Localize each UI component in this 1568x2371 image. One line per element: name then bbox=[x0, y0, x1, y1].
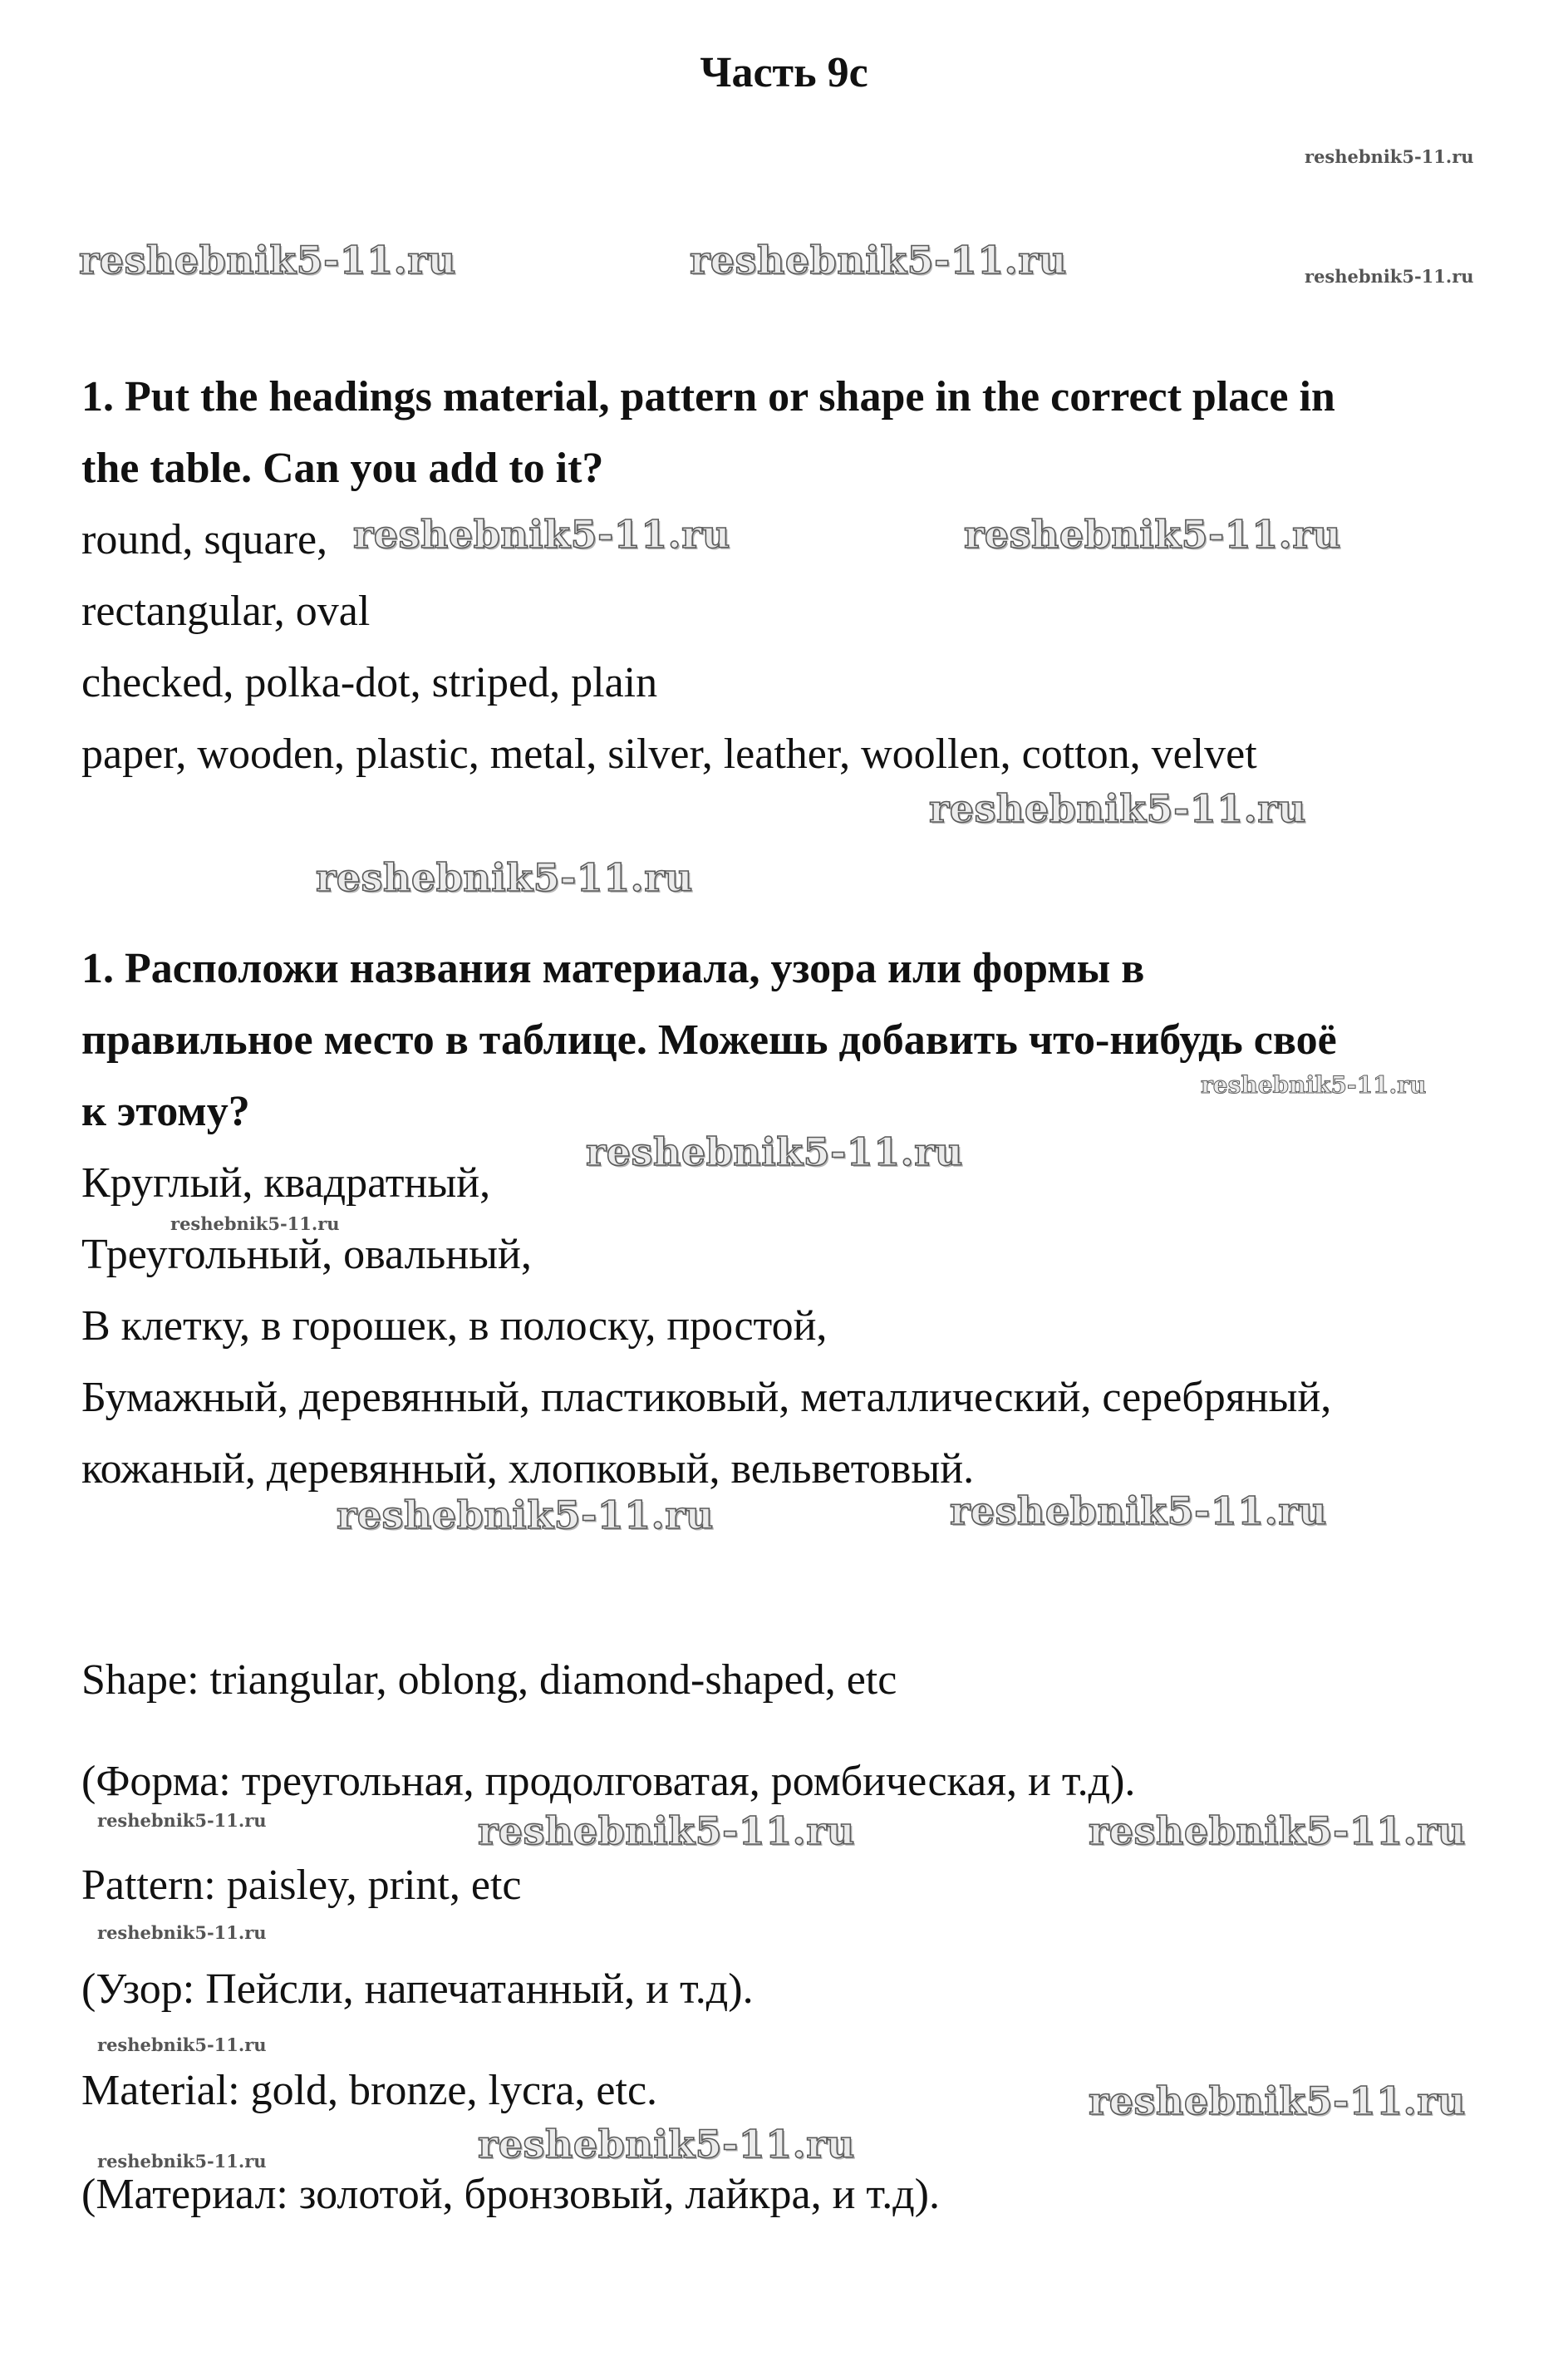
watermark: reshebnik5-11.ru bbox=[929, 786, 1306, 831]
answer-material-en: Material: gold, bronze, lycra, etc. bbox=[81, 2067, 658, 2114]
answer-pattern-ru: (Узор: Пейсли, напечатанный, и т.д). bbox=[81, 1965, 754, 2013]
task-ru-line-5: кожаный, деревянный, хлопковый, вельветовый. bbox=[81, 1445, 975, 1493]
answer-shape-en: Shape: triangular, oblong, diamond-shaped, etc bbox=[81, 1656, 897, 1704]
answer-material-ru: (Материал: золотой, бронзовый, лайкра, и т.д). bbox=[81, 2171, 940, 2218]
watermark: reshebnik5-11.ru bbox=[97, 1922, 267, 1943]
answer-pattern-en: Pattern: paisley, print, etc bbox=[81, 1862, 522, 1909]
task-ru-heading-line-1: 1. Расположи названия материала, узора или формы в bbox=[81, 945, 1145, 992]
task-ru-line-2: Треугольный, овальный, bbox=[81, 1231, 532, 1278]
task-en-line-2: rectangular, oval bbox=[81, 588, 371, 635]
watermark: reshebnik5-11.ru bbox=[170, 1213, 340, 1234]
task-en-heading-line-1: 1. Put the headings material, pattern or shape in the correct place in bbox=[81, 373, 1335, 421]
watermark: reshebnik5-11.ru bbox=[586, 1129, 963, 1174]
watermark: reshebnik5-11.ru bbox=[337, 1493, 714, 1537]
task-ru-line-1: Круглый, квадратный, bbox=[81, 1159, 491, 1207]
watermark: reshebnik5-11.ru bbox=[1089, 1808, 1466, 1853]
watermark: reshebnik5-11.ru bbox=[1305, 266, 1474, 287]
watermark: reshebnik5-11.ru bbox=[964, 512, 1341, 557]
task-ru-heading-line-3: к этому? bbox=[81, 1088, 250, 1135]
watermark: reshebnik5-11.ru bbox=[353, 512, 730, 557]
task-ru-heading-line-2: правильное место в таблице. Можешь добавить что-нибудь своё bbox=[81, 1016, 1337, 1064]
watermark: reshebnik5-11.ru bbox=[478, 2122, 855, 2167]
task-en-heading-line-2: the table. Can you add to it? bbox=[81, 445, 604, 492]
watermark: reshebnik5-11.ru bbox=[1201, 1071, 1427, 1099]
answer-shape-ru: (Форма: треугольная, продолговатая, ромбическая, и т.д). bbox=[81, 1758, 1136, 1805]
task-en-line-1: round, square, bbox=[81, 516, 328, 563]
watermark: reshebnik5-11.ru bbox=[1305, 146, 1474, 167]
watermark: reshebnik5-11.ru bbox=[97, 2151, 267, 2172]
task-en-line-4: paper, wooden, plastic, metal, silver, leather, woollen, cotton, velvet bbox=[81, 730, 1257, 778]
task-ru-line-4: Бумажный, деревянный, пластиковый, металлический, серебряный, bbox=[81, 1374, 1332, 1421]
page-title: Часть 9с bbox=[700, 49, 868, 96]
watermark: reshebnik5-11.ru bbox=[1089, 2078, 1466, 2123]
watermark: reshebnik5-11.ru bbox=[79, 238, 456, 283]
task-en-line-3: checked, polka-dot, striped, plain bbox=[81, 659, 658, 706]
task-ru-line-3: В клетку, в горошек, в полоску, простой, bbox=[81, 1302, 828, 1350]
watermark: reshebnik5-11.ru bbox=[97, 2034, 267, 2055]
watermark: reshebnik5-11.ru bbox=[950, 1488, 1327, 1533]
watermark: reshebnik5-11.ru bbox=[97, 1810, 267, 1831]
watermark: reshebnik5-11.ru bbox=[478, 1808, 855, 1853]
watermark: reshebnik5-11.ru bbox=[690, 238, 1067, 283]
watermark: reshebnik5-11.ru bbox=[316, 855, 693, 900]
